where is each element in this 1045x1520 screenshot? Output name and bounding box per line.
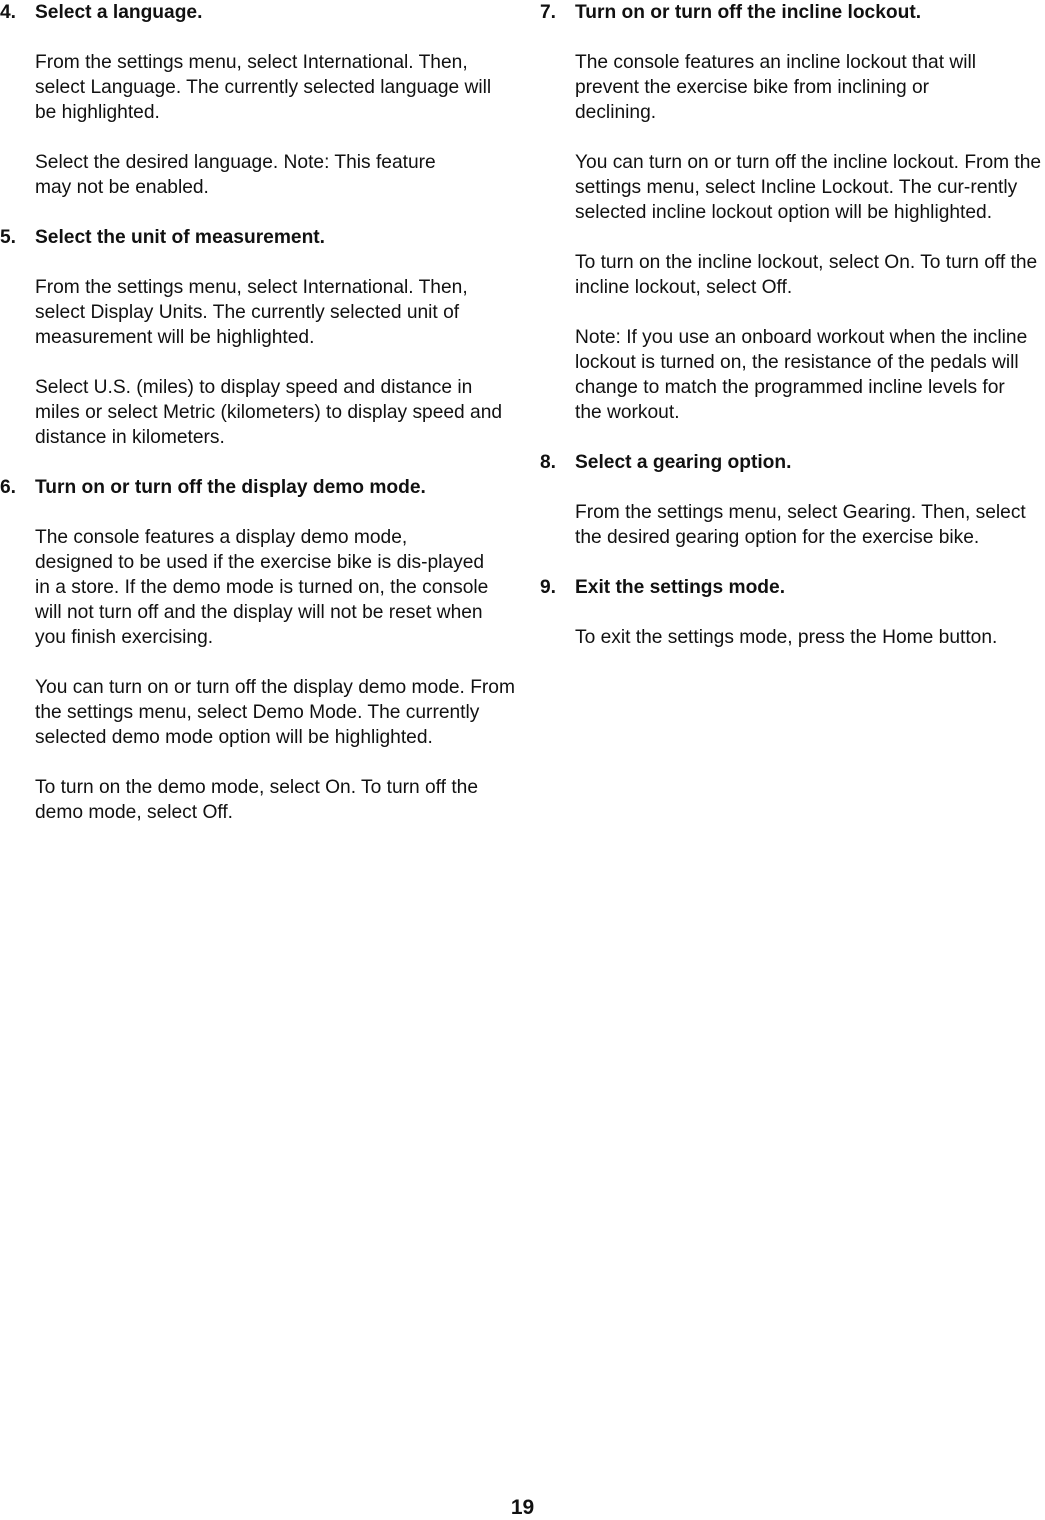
step-heading <box>540 575 1045 600</box>
step-title: Turn on or turn off the incline lockout. <box>575 2 922 23</box>
paragraph: To turn on the incline lockout, select On. To turn off the incline lockout, select Off. <box>575 252 1038 298</box>
paragraph: To turn on the demo mode, select On. To turn off the demo mode, select Off. <box>35 777 478 823</box>
step-title: Select the unit of measurement. <box>35 227 326 248</box>
paragraph: The console features a display demo mode, designed to be used if the exercise bike is dis-played in a store. If the demo mode is turned on, the console will not turn off and the display will not be reset when you finish exercising. <box>35 527 489 648</box>
paragraph: From the settings menu, select Gearing. Then, select the desired gearing option for the exercise bike. <box>575 502 1026 548</box>
step-title: Select a gearing option. <box>575 452 792 473</box>
step-number: 5. <box>0 227 17 248</box>
step-heading <box>0 225 515 250</box>
paragraph: From the settings menu, select International. Then, select Display Units. The currently selected unit of measurement will be highlighted. <box>35 277 468 348</box>
right-column <box>540 0 1045 650</box>
step-number: 4. <box>0 2 17 23</box>
page-number: 19 <box>510 1496 535 1519</box>
paragraph: You can turn on or turn off the display demo mode. From the settings menu, select Demo Mode. The currently selected demo mode option will be highlighted. <box>35 677 515 748</box>
step-title: Exit the settings mode. <box>575 577 786 598</box>
step-9 <box>540 575 1045 650</box>
step-heading <box>540 0 1045 25</box>
paragraph: Select U.S. (miles) to display speed and distance in miles or select Metric (kilometers) to display speed and distance in kilometers. <box>35 377 503 448</box>
step-6 <box>0 475 515 825</box>
paragraph: From the settings menu, select International. Then, select Language. The currently selected language will be highlighted. <box>35 52 492 123</box>
paragraph: The console features an incline lockout that will prevent the exercise bike from inclining or declining. <box>575 52 977 123</box>
step-number: 7. <box>540 2 557 23</box>
step-5 <box>0 225 515 450</box>
step-title: Select a language. <box>35 2 203 23</box>
step-4 <box>0 0 515 200</box>
step-heading <box>0 0 515 25</box>
step-heading <box>540 450 1045 475</box>
paragraph: Note: If you use an onboard workout when the incline lockout is turned on, the resistance of the pedals will change to match the programmed incline levels for the workout. <box>575 327 1028 423</box>
step-title: Turn on or turn off the display demo mode. <box>35 477 426 498</box>
step-number: 9. <box>540 577 557 598</box>
left-column <box>0 0 515 825</box>
paragraph: You can turn on or turn off the incline lockout. From the settings menu, select Incline Lockout. The cur-rently selected incline lockout option will be highlighted. <box>575 152 1042 223</box>
step-7 <box>540 0 1045 425</box>
step-number: 8. <box>540 452 557 473</box>
step-heading <box>0 475 515 500</box>
step-number: 6. <box>0 477 17 498</box>
paragraph: To exit the settings mode, press the Home button. <box>575 627 998 648</box>
paragraph: Select the desired language. Note: This feature may not be enabled. <box>35 152 436 198</box>
step-8 <box>540 450 1045 550</box>
